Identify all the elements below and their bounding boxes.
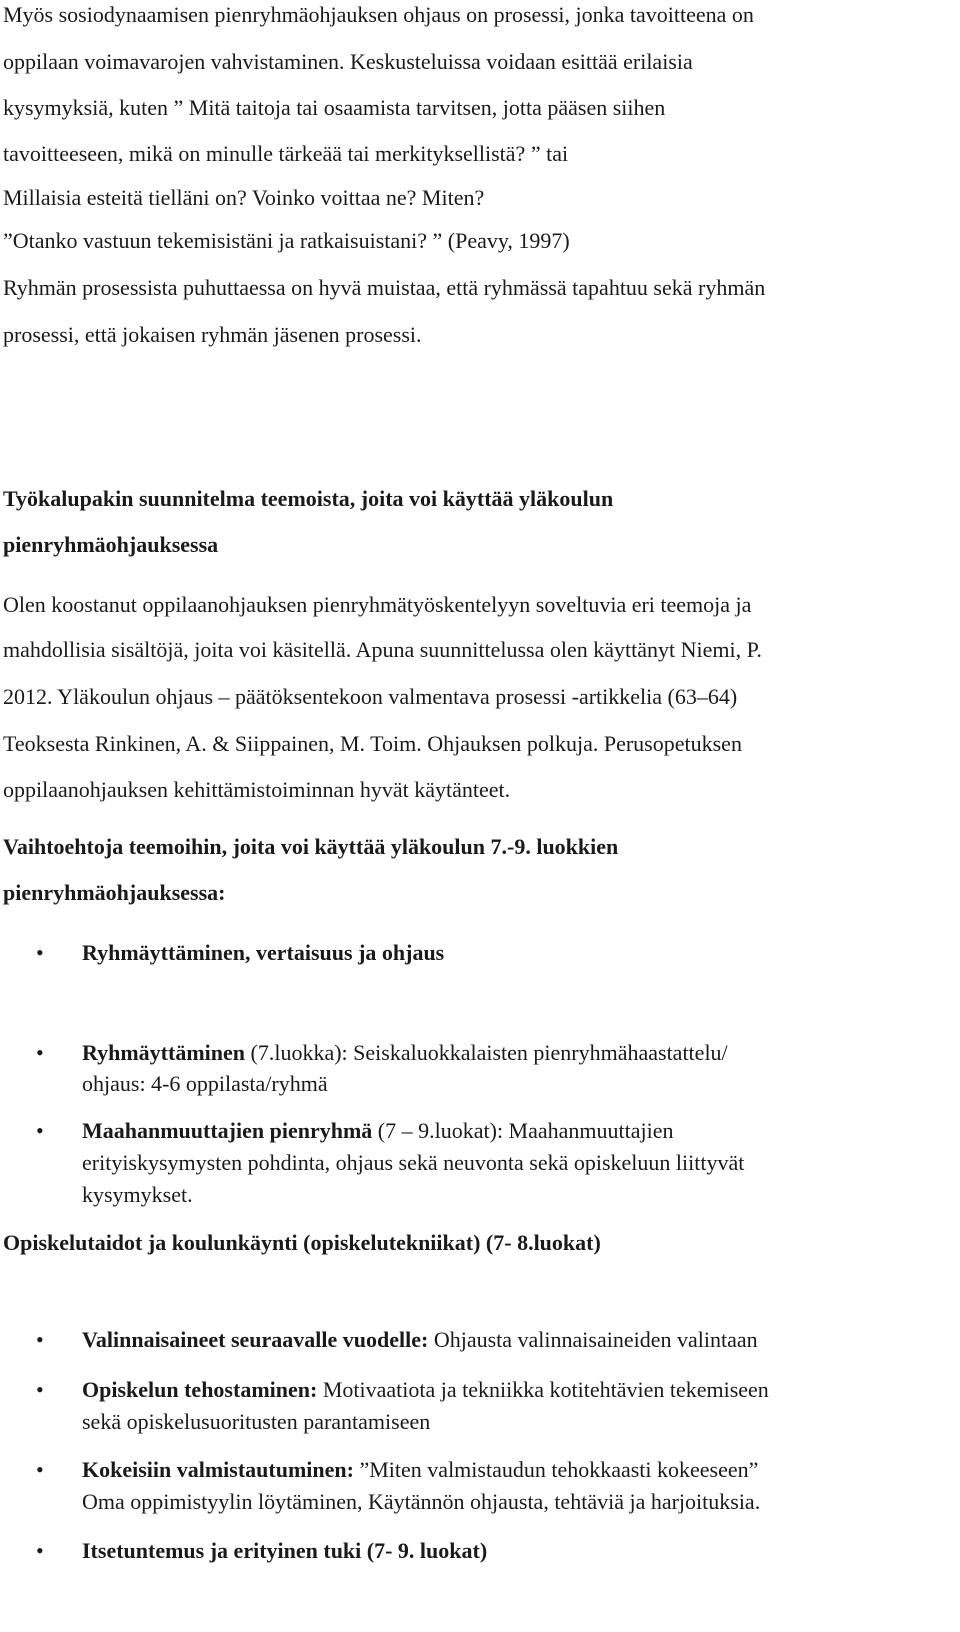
list2-item-2-line-2: sekä opiskelusuoritusten parantamiseen	[82, 1409, 431, 1434]
intro-line-1: Myös sosiodynaamisen pienryhmäohjauksen ohjaus on prosessi, jonka tavoitteena on	[3, 2, 754, 27]
bullet-marker: •	[36, 1538, 44, 1563]
list2-item-3	[82, 1457, 758, 1483]
intro-line-7: Ryhmän prosessista puhuttaessa on hyvä muistaa, että ryhmässä tapahtuu sekä ryhmän	[3, 275, 766, 300]
list2-item-1-text: Ohjausta valinnaisaineiden valintaan	[428, 1327, 758, 1352]
list1-item-2-title: Ryhmäyttäminen	[82, 1040, 246, 1065]
list1-item-3-line-2: erityiskysymysten pohdinta, ohjaus sekä neuvonta sekä opiskeluun liittyvät	[82, 1150, 745, 1175]
list2-item-2-text: Motivaatiota ja tekniikka kotitehtävien tekemiseen	[317, 1377, 769, 1402]
heading-study-skills: Opiskelutaidot ja koulunkäynti (opiskelutekniikat) (7- 8.luokat)	[3, 1230, 601, 1255]
para2-line-3: 2012. Yläkoulun ohjaus – päätöksentekoon valmentava prosessi -artikkelia (63–64)	[3, 684, 738, 709]
list1-item-3-line-3: kysymykset.	[82, 1182, 193, 1207]
list1-item-2-line-2: ohjaus: 4-6 oppilasta/ryhmä	[82, 1071, 328, 1096]
para2-line-1: Olen koostanut oppilaanohjauksen pienryhmätyöskentelyyn soveltuvia eri teemoja ja	[3, 592, 752, 617]
intro-line-4: tavoitteeseen, mikä on minulle tärkeää tai merkityksellistä? ” tai	[3, 141, 569, 166]
list1-item-1: Ryhmäyttäminen, vertaisuus ja ohjaus	[82, 940, 445, 965]
intro-line-3: kysymyksiä, kuten ” Mitä taitoja tai osaamista tarvitsen, jotta pääsen siihen	[3, 95, 666, 120]
list1-item-3-title: Maahanmuuttajien pienryhmä	[82, 1118, 373, 1143]
intro-line-5: Millaisia esteitä tielläni on? Voinko voittaa ne? Miten?	[3, 185, 485, 210]
list2-item-2	[82, 1377, 769, 1403]
list2-item-4: Itsetuntemus ja erityinen tuki (7- 9. luokat)	[82, 1538, 488, 1563]
bullet-marker: •	[36, 1118, 44, 1143]
para2-line-2: mahdollisia sisältöjä, joita voi käsitellä. Apuna suunnittelussa olen käyttänyt Niemi, P.	[3, 637, 762, 662]
list2-item-3-title: Kokeisiin valmistautuminen:	[82, 1457, 354, 1482]
intro-line-8: prosessi, että jokaisen ryhmän jäsenen prosessi.	[3, 322, 422, 347]
heading-themes-line-2: pienryhmäohjauksessa:	[3, 880, 226, 905]
list2-item-3-text: ”Miten valmistaudun tehokkaasti kokeeseen”	[353, 1457, 759, 1482]
list1-item-2	[82, 1040, 728, 1066]
list2-item-2-title: Opiskelun tehostaminen:	[82, 1377, 318, 1402]
list1-item-3	[82, 1118, 674, 1144]
list1-item-3-text: (7 – 9.luokat): Maahanmuuttajien	[372, 1118, 674, 1143]
heading-toolkit-line-2: pienryhmäohjauksessa	[3, 532, 219, 557]
bullet-marker: •	[36, 940, 44, 965]
intro-line-2: oppilaan voimavarojen vahvistaminen. Keskusteluissa voidaan esittää erilaisia	[3, 49, 693, 74]
para2-line-5: oppilaanohjauksen kehittämistoiminnan hyvät käytänteet.	[3, 777, 511, 802]
bullet-marker: •	[36, 1457, 44, 1482]
intro-line-6: ”Otanko vastuun tekemisistäni ja ratkaisuistani? ” (Peavy, 1997)	[3, 228, 570, 253]
bullet-marker: •	[36, 1040, 44, 1065]
list2-item-1-title: Valinnaisaineet seuraavalle vuodelle:	[82, 1327, 429, 1352]
para2-line-4: Teoksesta Rinkinen, A. & Siippainen, M. Toim. Ohjauksen polkuja. Perusopetuksen	[3, 731, 742, 756]
list2-item-1	[82, 1327, 758, 1353]
list2-item-3-line-2: Oma oppimistyylin löytäminen, Käytännön ohjausta, tehtäviä ja harjoituksia.	[82, 1489, 761, 1514]
bullet-marker: •	[36, 1327, 44, 1352]
heading-toolkit-line-1: Työkalupakin suunnitelma teemoista, joita voi käyttää yläkoulun	[3, 486, 614, 511]
list1-item-2-text: (7.luokka): Seiskaluokkalaisten pienryhmähaastattelu/	[245, 1040, 728, 1065]
heading-themes-line-1: Vaihtoehtoja teemoihin, joita voi käyttää yläkoulun 7.-9. luokkien	[3, 834, 619, 859]
bullet-marker: •	[36, 1377, 44, 1402]
